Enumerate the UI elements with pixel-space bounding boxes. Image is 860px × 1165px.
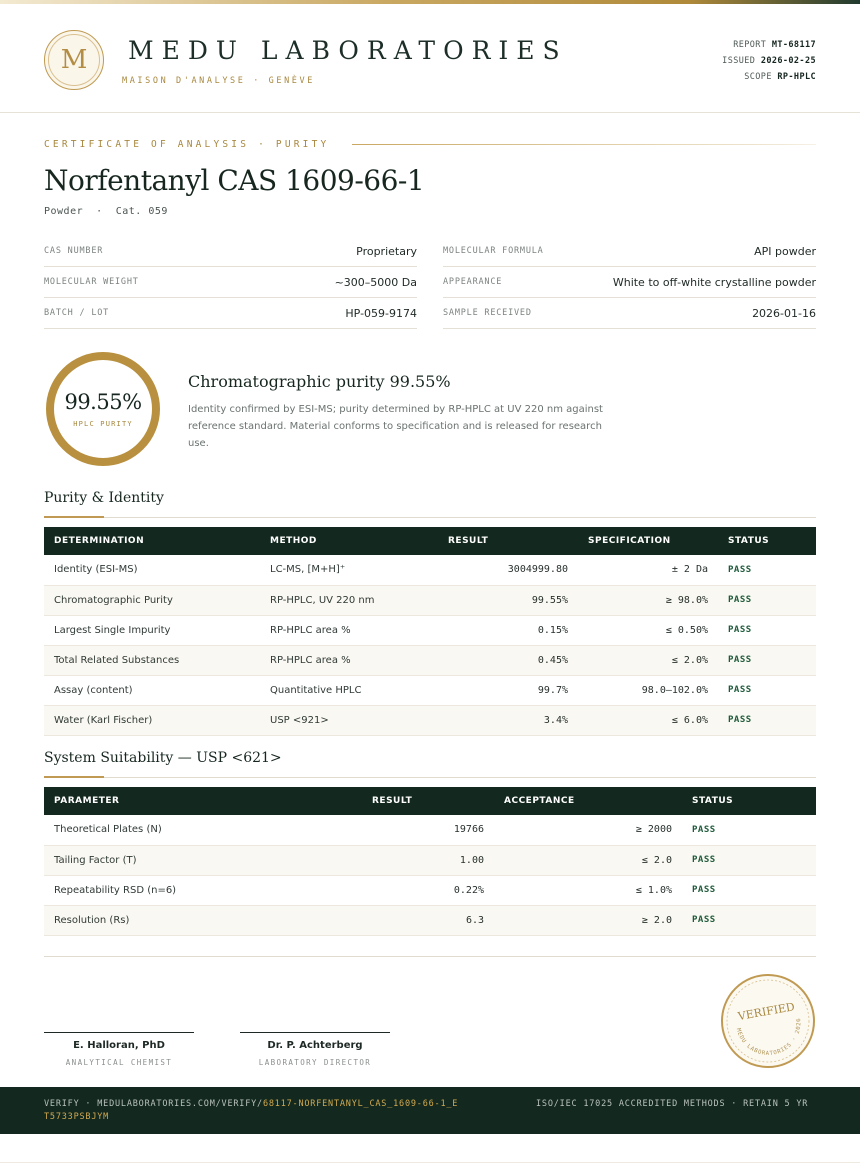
- status-badge: PASS: [718, 555, 816, 585]
- suitability-table: [44, 787, 816, 936]
- table-row: [44, 705, 816, 735]
- property-row: [443, 298, 816, 329]
- column-header: METHOD: [270, 536, 317, 546]
- result-cell: 6.3: [362, 905, 494, 935]
- verify-prefix: VERIFY · MEDULABORATORIES.COM/VERIFY/: [44, 1099, 263, 1109]
- property-row: [44, 298, 417, 329]
- product-title: Norfentanyl CAS 1609-66-1: [44, 164, 425, 197]
- table-row: [44, 905, 816, 935]
- accreditation-text: ISO/IEC 17025 ACCREDITED METHODS · RETAIN 5 YR: [536, 1099, 809, 1109]
- property-value: HP-059-9174: [345, 306, 417, 320]
- scope-row: [722, 69, 816, 85]
- spec-cell: ± 2 Da: [578, 555, 718, 585]
- issued-label: ISSUED: [722, 56, 756, 66]
- determination-cell: Chromatographic Purity: [44, 585, 260, 615]
- properties-grid: [44, 236, 816, 329]
- property-row: [443, 267, 816, 298]
- verified-seal-icon: [720, 973, 816, 1069]
- result-cell: 3.4%: [438, 705, 578, 735]
- signature-divider: [44, 956, 816, 957]
- purity-description: Identity confirmed by ESI-MS; purity determined by RP-HPLC at UV 220 nm against reference standard. Material conforms to specification and is released for research use.: [188, 404, 603, 449]
- property-row: [443, 236, 816, 267]
- method-cell: Quantitative HPLC: [260, 675, 438, 705]
- issued-row: [722, 53, 816, 69]
- result-cell: 99.7%: [438, 675, 578, 705]
- acceptance-cell: ≤ 1.0%: [494, 875, 682, 905]
- report-number: MT-68117: [771, 40, 816, 50]
- lab-logo: [44, 30, 104, 90]
- spec-cell: ≥ 98.0%: [578, 585, 718, 615]
- spec-cell: 98.0–102.0%: [578, 675, 718, 705]
- property-value: ~300–5000 Da: [334, 275, 417, 289]
- property-label: CAS NUMBER: [44, 246, 104, 256]
- table-header-row: [44, 527, 816, 555]
- purity-badge: [46, 352, 160, 466]
- signatory-name: E. Halloran, PhD: [73, 1040, 165, 1051]
- method-cell: USP <921>: [260, 705, 438, 735]
- result-cell: 1.00: [362, 845, 494, 875]
- acceptance-cell: ≥ 2.0: [494, 905, 682, 935]
- verify-text: [44, 1098, 464, 1124]
- property-label: SAMPLE RECEIVED: [443, 308, 532, 318]
- footer-bar: [0, 1087, 860, 1134]
- status-badge: PASS: [718, 645, 816, 675]
- spec-cell: ≤ 2.0%: [578, 645, 718, 675]
- issued-date: 2026-02-25: [760, 56, 816, 66]
- status-badge: PASS: [682, 845, 816, 875]
- column-header: RESULT: [448, 536, 489, 546]
- status-badge: PASS: [682, 905, 816, 935]
- parameter-cell: Repeatability RSD (n=6): [44, 875, 362, 905]
- status-badge: PASS: [718, 615, 816, 645]
- result-cell: 19766: [362, 815, 494, 845]
- column-header: STATUS: [692, 796, 734, 806]
- brand-tagline: MAISON D'ANALYSE · GENÈVE: [122, 76, 315, 86]
- column-header: ACCEPTANCE: [504, 796, 575, 806]
- seal-ring-path: MEDU LABORATORIES · 2026: [734, 1017, 803, 1058]
- report-label: REPORT: [733, 40, 767, 50]
- signature-block: [44, 1032, 194, 1067]
- table-row: [44, 875, 816, 905]
- status-badge: PASS: [682, 815, 816, 845]
- table-row: [44, 815, 816, 845]
- determination-cell: Assay (content): [44, 675, 260, 705]
- spec-cell: ≤ 6.0%: [578, 705, 718, 735]
- column-header: STATUS: [728, 536, 770, 546]
- determination-cell: Largest Single Impurity: [44, 615, 260, 645]
- property-value: API powder: [754, 244, 816, 258]
- section-rule: [44, 777, 816, 778]
- seal-title: VERIFIED: [736, 1000, 796, 1024]
- scope-label: SCOPE: [744, 72, 772, 82]
- table-row: [44, 585, 816, 615]
- status-badge: PASS: [718, 585, 816, 615]
- property-value: Proprietary: [356, 244, 417, 258]
- product-subtitle: Powder · Cat. 059: [44, 206, 168, 217]
- result-cell: 3004999.80: [438, 555, 578, 585]
- property-value: 2026-01-16: [752, 306, 816, 320]
- spec-cell: ≤ 0.50%: [578, 615, 718, 645]
- column-header: SPECIFICATION: [588, 536, 671, 546]
- section-rule: [44, 517, 816, 518]
- property-label: MOLECULAR WEIGHT: [44, 277, 139, 287]
- section-accent: [44, 516, 104, 518]
- determination-cell: Water (Karl Fischer): [44, 705, 260, 735]
- purity-section-title: Purity & Identity: [44, 490, 164, 506]
- status-badge: PASS: [718, 705, 816, 735]
- suitability-section-title: System Suitability — USP <621>: [44, 750, 282, 766]
- scope-value: RP-HPLC: [777, 72, 816, 82]
- parameter-cell: Tailing Factor (T): [44, 845, 362, 875]
- logo-monogram: M: [48, 34, 100, 86]
- column-header: PARAMETER: [54, 796, 120, 806]
- property-row: [44, 236, 417, 267]
- purity-value: 99.55%: [64, 390, 142, 414]
- column-header: DETERMINATION: [54, 536, 145, 546]
- determination-cell: Identity (ESI-MS): [44, 555, 260, 585]
- table-row: [44, 845, 816, 875]
- result-cell: 0.22%: [362, 875, 494, 905]
- result-cell: 0.45%: [438, 645, 578, 675]
- document-kicker: CERTIFICATE OF ANALYSIS · PURITY: [44, 139, 330, 150]
- top-accent-bar: [0, 0, 860, 4]
- table-row: [44, 675, 816, 705]
- purity-badge-label: HPLC PURITY: [73, 420, 133, 428]
- purity-headline: Chromatographic purity 99.55%: [188, 372, 451, 391]
- table-row: [44, 645, 816, 675]
- column-header: RESULT: [372, 796, 413, 806]
- brand-name: MEDU LABORATORIES: [128, 36, 568, 65]
- signatory-role: ANALYTICAL CHEMIST: [65, 1058, 173, 1067]
- property-label: APPEARANCE: [443, 277, 503, 287]
- purity-table: [44, 527, 816, 736]
- property-row: [44, 267, 417, 298]
- result-cell: 99.55%: [438, 585, 578, 615]
- method-cell: RP-HPLC, UV 220 nm: [260, 585, 438, 615]
- footer-rule: [0, 1162, 860, 1163]
- method-cell: RP-HPLC area %: [260, 615, 438, 645]
- method-cell: LC-MS, [M+H]⁺: [260, 555, 438, 585]
- status-badge: PASS: [682, 875, 816, 905]
- property-label: MOLECULAR FORMULA: [443, 246, 544, 256]
- determination-cell: Total Related Substances: [44, 645, 260, 675]
- table-row: [44, 555, 816, 585]
- kicker-rule: [352, 144, 816, 145]
- section-accent: [44, 776, 104, 778]
- signature-block: [240, 1032, 390, 1067]
- acceptance-cell: ≥ 2000: [494, 815, 682, 845]
- result-cell: 0.15%: [438, 615, 578, 645]
- method-cell: RP-HPLC area %: [260, 645, 438, 675]
- parameter-cell: Resolution (Rs): [44, 905, 362, 935]
- table-row: [44, 615, 816, 645]
- header-divider: [0, 112, 860, 113]
- report-number-row: [722, 37, 816, 53]
- acceptance-cell: ≤ 2.0: [494, 845, 682, 875]
- signatory-role: LABORATORY DIRECTOR: [258, 1058, 372, 1067]
- signatory-name: Dr. P. Achterberg: [267, 1040, 363, 1051]
- status-badge: PASS: [718, 675, 816, 705]
- property-value: White to off-white crystalline powder: [612, 275, 816, 289]
- property-label: BATCH / LOT: [44, 308, 110, 318]
- report-meta: [722, 37, 816, 85]
- parameter-cell: Theoretical Plates (N): [44, 815, 362, 845]
- verify-link[interactable]: 68117-NORFENTANYL_CAS_1609-66-1_ET5733PSBJYM: [44, 1099, 459, 1122]
- table-header-row: [44, 787, 816, 815]
